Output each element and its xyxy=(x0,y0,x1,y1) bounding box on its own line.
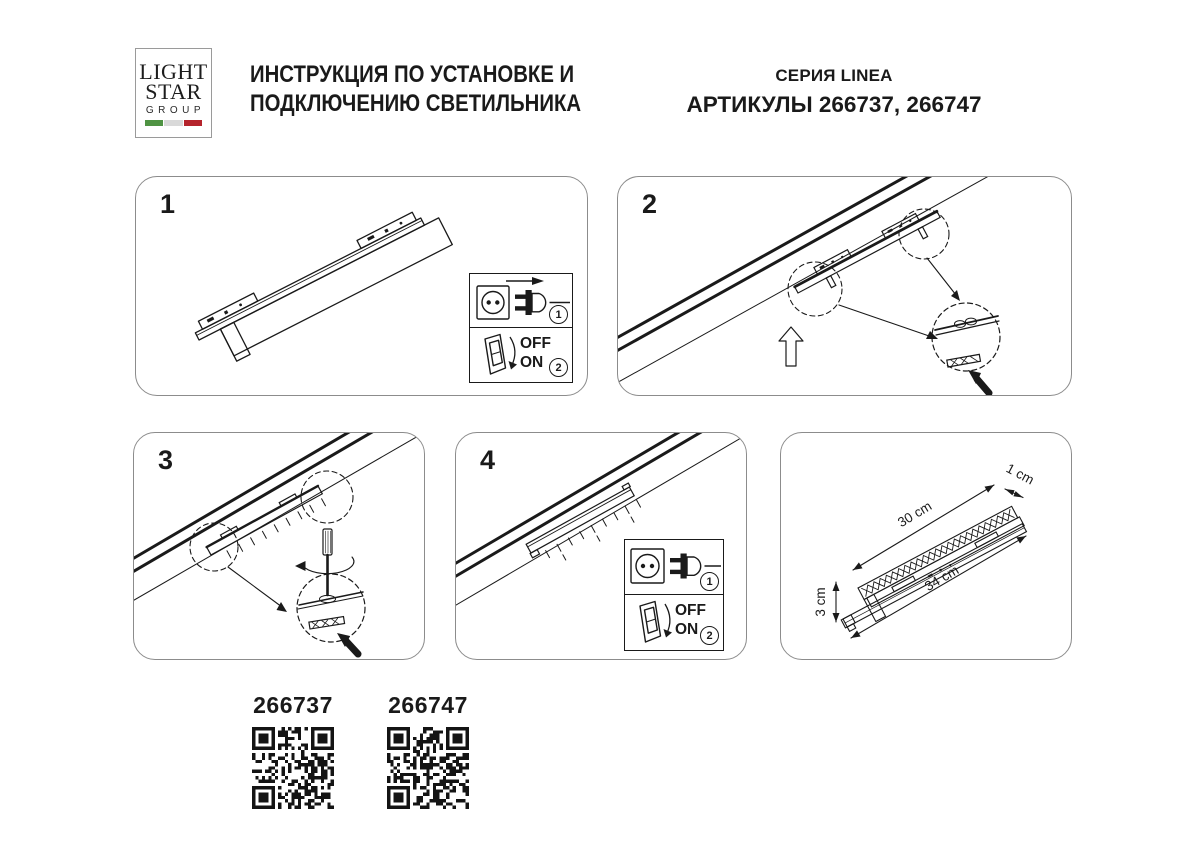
step-circle-1: 1 xyxy=(700,572,719,591)
dimensions-panel xyxy=(780,432,1072,660)
off-label: OFF xyxy=(675,602,706,619)
flag-red xyxy=(184,120,202,126)
step-circle-2: 2 xyxy=(549,358,568,377)
step-panel-3 xyxy=(133,432,425,660)
step-panel-4 xyxy=(455,432,747,660)
switch-on-step xyxy=(625,595,723,648)
detail-circle-left xyxy=(190,523,238,571)
qr-item-266747 xyxy=(378,692,478,809)
step-circle-1: 1 xyxy=(549,305,568,324)
qr-code xyxy=(387,727,469,809)
luminaire-body xyxy=(858,505,1031,621)
magnifier-circle xyxy=(297,574,365,642)
step-number: 1 xyxy=(160,189,176,219)
articles-label: АРТИКУЛЫ 266737, 266747 xyxy=(686,92,982,117)
step-panel-2 xyxy=(617,176,1072,396)
magnetic-light-bar xyxy=(791,204,945,303)
on-label: ON xyxy=(675,621,699,638)
flag-green xyxy=(145,120,163,126)
qr-code xyxy=(252,727,334,809)
lightstar-logo xyxy=(135,48,212,138)
onoff-labels xyxy=(520,334,551,372)
up-arrow-icon xyxy=(779,327,803,366)
lock-rotation-drawing xyxy=(134,433,425,660)
detail-circle-right xyxy=(301,471,353,523)
qr-item-266737 xyxy=(243,692,343,809)
title-line-1: ИНСТРУКЦИЯ ПО УСТАНОВКЕ И xyxy=(250,61,575,88)
off-label: OFF xyxy=(520,335,551,352)
on-label: ON xyxy=(520,354,544,371)
track-mounting-drawing xyxy=(618,177,1072,396)
italian-flag-bar xyxy=(145,120,202,126)
step-circle-2: 2 xyxy=(700,626,719,645)
dimension-label-1cm: 1 cm xyxy=(1003,460,1037,488)
step-number: 4 xyxy=(480,445,496,475)
series-label: СЕРИЯ LINEA xyxy=(775,66,893,85)
magnifier-circle xyxy=(932,303,1000,371)
logo-light: LIGHT xyxy=(139,59,208,84)
flag-white xyxy=(164,120,182,126)
logo-group: GROUP xyxy=(145,105,206,116)
page-title xyxy=(250,61,581,118)
power-connection-inset xyxy=(469,273,573,383)
dimension-label-3cm: 3 cm xyxy=(813,587,828,617)
plug-in-step xyxy=(625,540,723,595)
title-line-2: ПОДКЛЮЧЕНИЮ СВЕТИЛЬНИКА xyxy=(250,89,582,117)
qr-label: 266747 xyxy=(388,692,468,718)
qr-label: 266737 xyxy=(253,692,333,718)
dimensions-drawing xyxy=(781,433,1072,660)
switch-on-step xyxy=(470,328,572,380)
series-block xyxy=(634,66,1034,118)
step-number: 3 xyxy=(158,445,174,475)
dimension-label-34cm: 34 cm xyxy=(922,562,962,594)
logo-star: STAR xyxy=(145,79,202,104)
step-number: 2 xyxy=(642,189,658,219)
screwdriver-icon xyxy=(323,529,332,595)
power-connection-inset xyxy=(624,539,724,651)
dimension-label-30cm: 30 cm xyxy=(895,498,935,531)
plug-in-step xyxy=(470,274,572,328)
step-panel-1 xyxy=(135,176,588,396)
